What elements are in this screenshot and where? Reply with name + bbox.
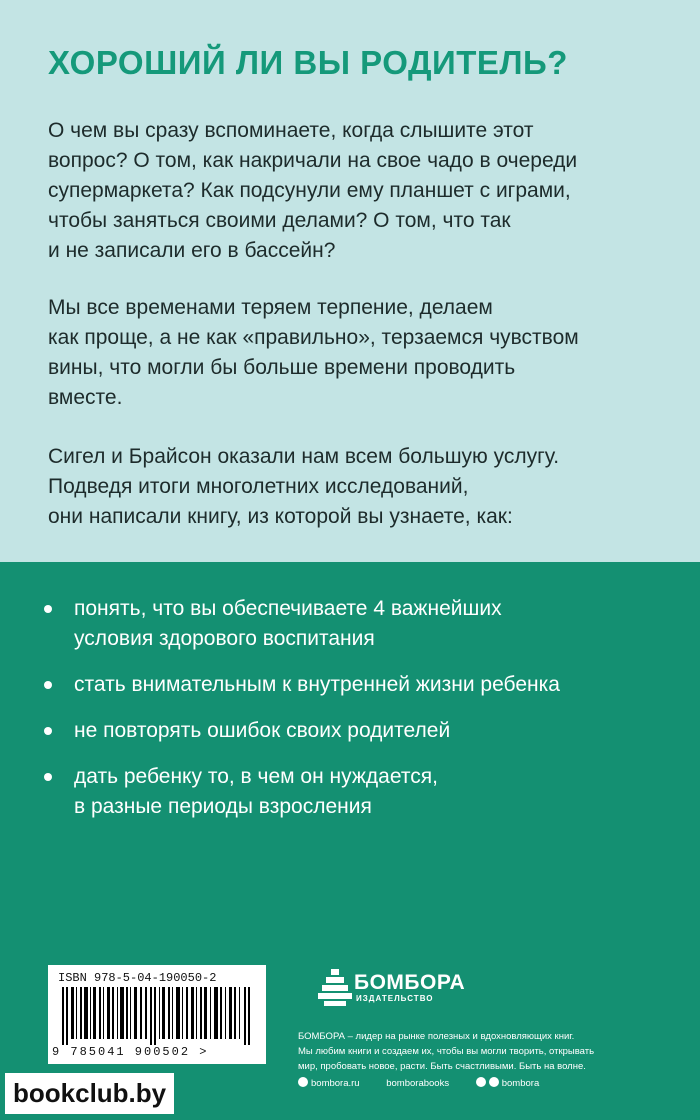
social-link-media[interactable]: bombora: [476, 1077, 540, 1089]
paragraph-line: вопрос? О том, как накричали на свое чадо в очереди: [48, 149, 578, 172]
list-item-line: в разные периоды взросления: [74, 795, 372, 818]
list-item: [40, 762, 680, 822]
bullet-icon: [44, 605, 52, 613]
description-line: мир, пробовать новое, расти. Быть счастливыми. Быть на волне.: [298, 1061, 586, 1072]
isbn-barcode: [48, 965, 266, 1064]
list-item-line: стать внимательным к внутренней жизни ребенка: [74, 673, 560, 696]
bullet-icon: [44, 681, 52, 689]
list-item-line: дать ребенку то, в чем он нуждается,: [74, 765, 438, 788]
benefit-list: [40, 594, 680, 838]
barcode-number: 9 785041 900502 >: [52, 1045, 209, 1059]
publisher-description: [298, 1029, 688, 1074]
watermark: bookclub.by: [5, 1073, 174, 1114]
publisher-logo-icon: [318, 967, 352, 1007]
publisher-subtitle: ИЗДАТЕЛЬСТВО: [356, 994, 434, 1003]
description-line: БОМБОРА – лидер на рынке полезных и вдохновляющих книг.: [298, 1031, 575, 1042]
list-item: [40, 670, 680, 700]
isbn-label: ISBN 978-5-04-190050-2: [58, 971, 217, 985]
paragraph-line: вины, что могли бы больше времени проводить: [48, 356, 516, 379]
social-link-site[interactable]: bombora.ru: [298, 1077, 360, 1089]
list-item: [40, 716, 680, 746]
lower-panel: [0, 562, 700, 1120]
paragraph-line: вместе.: [48, 386, 123, 409]
paragraph-1: [48, 116, 668, 266]
paragraph-line: как проще, а не как «правильно», терзаемся чувством: [48, 326, 579, 349]
paragraph-line: О чем вы сразу вспоминаете, когда слышите этот: [48, 119, 534, 142]
description-line: Мы любим книги и создаем их, чтобы вы могли творить, открывать: [298, 1046, 595, 1057]
paragraph-line: Подведя итоги многолетних исследований,: [48, 475, 469, 498]
social-link-books[interactable]: bomborabooks: [386, 1078, 450, 1089]
telegram-icon: [489, 1077, 499, 1087]
paragraph-line: Сигел и Брайсон оказали нам всем большую услугу.: [48, 445, 560, 468]
paragraph-line: и не записали его в бассейн?: [48, 239, 336, 262]
list-item-line: условия здорового воспитания: [74, 627, 375, 650]
youtube-icon: [476, 1077, 486, 1087]
paragraph-2: [48, 293, 668, 413]
paragraph-line: чтобы заняться своими делами? О том, что так: [48, 209, 511, 232]
social-links: [298, 1077, 563, 1089]
paragraph-line: Мы все временами теряем терпение, делаем: [48, 296, 493, 319]
list-item-line: понять, что вы обеспечиваете 4 важнейших: [74, 597, 502, 620]
paragraph-3: [48, 442, 668, 532]
paragraph-line: супермаркета? Как подсунули ему планшет с играми,: [48, 179, 571, 202]
instagram-icon: [298, 1077, 308, 1087]
publisher-name: БОМБОРА: [354, 971, 466, 994]
bullet-icon: [44, 773, 52, 781]
paragraph-line: они написали книгу, из которой вы узнаете, как:: [48, 505, 513, 528]
list-item: [40, 594, 680, 654]
bullet-icon: [44, 727, 52, 735]
list-item-line: не повторять ошибок своих родителей: [74, 719, 451, 742]
cover-title: ХОРОШИЙ ЛИ ВЫ РОДИТЕЛЬ?: [48, 44, 568, 81]
barcode-icon: [62, 987, 252, 1045]
